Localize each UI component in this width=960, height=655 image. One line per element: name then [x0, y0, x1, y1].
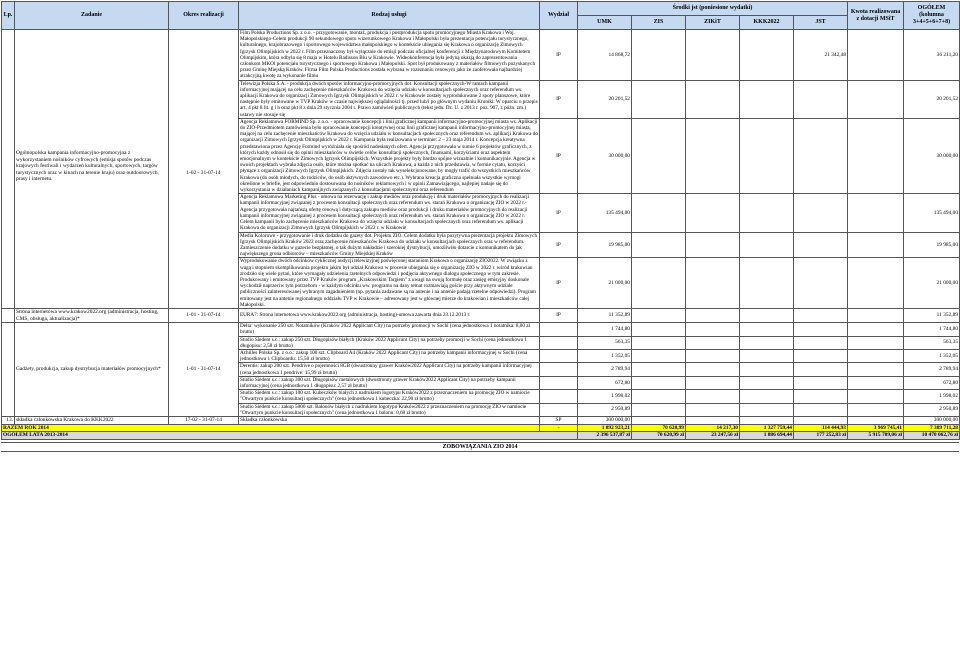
table-row: Agencja Reklamowa FORMIND Sp. z o.o. - opracowanie koncepcji i linii graficznej kampanii informacyjno-promocyjnej miasta ws. Aplikacji do ZIO-Przedmiotem zamówienia było opracowanie koncepcji kreatywnej oraz linii graficznej kampanii informacyjno-promocyjnej miasta, mającej na celu zachęcenie mieszkańców Krakowa do wzięcia udziału w konsultacjach społecznych oraz referendum ws. aplikacji Krakowa do organizacji Zimowych Igrzysk Olimpijskich w 2022 r. Kampania była realizowana w terminie: 2 – 23 maja 2014 r. Koncepcja kreatywna przedstawiona przez Agencję Formind wyróżniała się spośród nadesłanych ofert. Agencja przygotowała w sumie 6 projektów graficznych, z których każdy odnosił się do opinii mieszkańców w świetle celów konsultacji społecznych, finansami, korzyściami oraz aspektem emocjonalnym w kontekście Zimowych Igrzysk Olimpijskich. Wszystkie projekty były bardzo spójne wizualnie i komunikacyjnie. Agencja w swoich projektach wybrała zdjęcia osób, które można spotkać na ulicach Krakowa, a każda z nich przedstawia, w formie cytatu, korzyści płynące z organizacji Zimowych Igrzysk Olimpijskich. Zdjęcia zostały tak wyselekcjonowane, by mogły trafić do wszystkich mieszkańców Krakowa (do osób młodych, do rodziców, do osób aktywnych zawodowo etc.). Wybrana kreacja graficzna spełniała wszystkie wymogi określone w briefie, jest odpowiednio dostosowana do nośników reklamowych i w opinii Zamawiającego, najlepiej nadaje się do wykorzystania w działaniach kampanijnych związanych z konsultacjami społecznymi oraz referendum IP 30 000,00 30 000,00	[240, 118, 959, 194]
col-zadanie: Zadanie	[15, 2, 169, 30]
task-cell: Strona internetowa www.krakow2022.org (administracja, hosting, CMS, obsługa, aktualizacja)*	[15, 308, 169, 322]
service-cell: Film Polska Productions Sp. z o.o. - przygotowanie, montaż, produkcja i postprodukcja spotu promocyjnego Miasta Krakowa i Woj. Małopolskiego-Celem produkcji 90 sekundowego spotu wizerunkowego Krakowa i Małopolski była prezentacja potencjału turystycznego, kulturalnego, krajobrazowego i sportowego województwa małopolskiego w kontekście ubiegania się Krakowa o organizację Zimowych Igrzysk Olimpijskich w 2022 r. Film przeznaczony był wyłącznie do emisji podczas oficjalnej konferencji z Międzynarodowym Komitetem Olimpijskim, która odbyła się 8 maja w Hotelu Radisson Blu w Krakowie. Wideokonferencja była jedyną okazją do zaprezentowania członkom MKOl potencjału turystycznego i sportowego Krakowa i Małopolski. Spot był produkowany z materiałów filmowych pozyskanych przez Gminę Miejską Kraków. Firma Film Polska Productions została wybrana w rozeznaniu cenowym jako że zaoferowała najbardziej atrakcyjną kwotę za wykonanie filmu	[239, 30, 540, 81]
table-row: Media Kolorowe - przygotowanie i druk dodatku do gazety dot. Projektu ZIO. Celem dodatku była pozytywna prezentacja projektu Zimowych Igrzysk Olimpijskich Kraków 2022 oraz zachęcenie mieszkańców Krakowa do udziału w konsultacjach społecznych oraz w referendum. Zamieszczenie dodatku w gazecie bezpłatnej, o tak dużym nakładzie i szerokiej dystrybucji, umożliwiło dotarcie z komunikatem do jak największego grona odbiorców – mieszkańców Gminy Miejskiej Kraków IP 19 985,00 19 985,00	[240, 232, 959, 258]
table-row: Studio Siedem s.c.: zakup 5000 szt. Balonów białych z nadrukiem logotypu Kraków2022 z przeznaczeniem na promocję ZIO w namiocie "Otwartym punkcie konsultacji społecznych" (cena jednostkowa 1 balonu: 0,68 zł brutto) 2 950,89 2 950,89	[240, 403, 959, 416]
col-lp: Lp.	[2, 2, 15, 30]
table-row: Wyprodukowanie dwóch odcinków cyklicznej audycji telewizyjnej poświęconej staraniom Krakowa o organizację ZIO2022. W związku z wagą i stopniem skomplikowania projektu jakim był udział Krakowa w procesie ubiegania się o organizację ZIO w 2022 r. wśród krakowian zrodziło się wiele pytań, które wymagały udzielenia rzetelnych odpowiedzi i podjęcia aktywnego dialogu społecznego w tym zakresie. Produkowany i emitowany przez TVP Kraków program „Krakowskim Targiem" z uwagi na swoją formułę oraz zasięg emisyjny doskonale wychodził naprzeciw tym potrzebom - w każdym odcinku ww. programu na dany temat rozmawiają goście przy aktywnym udziale publiczności zainteresowanej wybranym zagadnieniem (np. pytania zadawane są na antenie i na antenie padają rzetelne odpowiedzi). Program emitowany jest na antenie regionalnego oddziału TVP w Krakowie – adresowany jest w głównej mierze do krakowian i mieszkańców całej Małopolski. IP 21 000,00 21 000,00	[240, 258, 959, 308]
total-row-2014: RAZEM ROK 2014 - 1 892 923,21 70 620,99 14 217,30 1 327 759,44 114 444,93 3 969 745,41 7 389 711,28	[3, 424, 959, 431]
row-number: 13.	[2, 416, 15, 424]
col-rodzaj: Rodzaj usługi	[239, 2, 540, 30]
col-kkk: KKK2022	[740, 16, 794, 30]
service-cell: Agencja Reklamowa Marketing Plus - umowa na rezerwację i zakup mediów oraz produkcję i druk materiałów promocyjnych do realizacji kampanii informacyjnej związanej z procesem konsultacji społecznych oraz referendum ws. starań Krakowa o organizację ZIO w 2022 r.-Agencja przygotowała najtańszą ofertę cenową i dotyczącą zakupu mediów oraz produkcji i druku materiałów promocyjnych do realizacji kampanii informacyjnej związanej z procesem konsultacji społecznych oraz referendum ws. starań Krakowa o organizację ZIO w 2022 r. Celem kampanii było zachęcenie mieszkańców Krakowa do wzięcia udziału w konsultacjach społecznych oraz referendum ws. aplikacji Krakowa do organizacji Zimowych Igrzysk Olimpijskich w 2022 r. w Krakowie	[239, 194, 540, 232]
table-row: Studio Siedem s.c.: zakup 250 szt. Długopisów białych (Kraków 2022 Applicant City) na potrzeby promocji w Sochi (cena jednostkowa 1 długopisu: 2,58 zł brutto) 563,35 563,35	[240, 336, 959, 349]
col-srodki: Środki jst (poniesione wydatki)	[578, 2, 848, 16]
col-zikit: ZIKiT	[686, 16, 740, 30]
table-row: Studio Siedem s.c.: zakup 300 szt. Długopisów metalowych (dwustronny grawer Kraków2022 Applicant City) na potrzeby kampanii informacyjnej (cena jednostkowa 1 długopisu: 2,57 zł brutto) 672,80 672,80	[240, 376, 959, 389]
expenses-table	[1, 1, 960, 440]
period-cell: 1-02 - 31-07-14	[169, 30, 239, 309]
service-cell: Telewizja Polska S.A. - produkcja dwóch spotów informacyjno-promocyjnych dot. Konsultacji społecznych-W ramach kampanii informacyjnej mającej na celu zachęcenie mieszkańców Krakowa do wzięcia udziału w konsultacjach społecznych oraz referendum ws. aplikacji Krakowa do organizacji Zimowych Igrzysk Olimpijskich w 2022 r. w Krakowie zostały wyprodukowane 2 spoty planszowe, które następnie były emitowane w TVP Kraków w czasie największej oglądalności tj. przed lub/i po głównym wydaniu Kroniki. W oparciu o przepis art. 4 pkt 8 lit. g i h oraz pkt 8 z dnia 29 stycznia 2004 r. Prawo zamówień publicznych (tekst jedn. Dz. U. z 2013 r. poz. 907, z późn. zm.) ustawy nie stosuje się	[240, 80, 538, 118]
col-umk: UMK	[578, 16, 632, 30]
task-cell: Gadżety, produkcja, zakup dystrybucja materiałów promocyjnych*	[15, 323, 169, 417]
table-row: Telewizja Polska S.A. - produkcja dwóch spotów informacyjno-promocyjnych dot. Konsultacji społecznych-W ramach kampanii informacyjnej mającej na celu zachęcenie mieszkańców Krakowa do wzięcia udziału w konsultacjach społecznych oraz referendum ws. aplikacji Krakowa do organizacji Zimowych Igrzysk Olimpijskich w 2022 r. w Krakowie zostały wyprodukowane 2 spoty planszowe, które następnie były emitowane w TVP Kraków w czasie największej oglądalności tj. przed lub/i po głównym wydaniu Kroniki. W oparciu o przepis art. 4 pkt 8 lit. g i h oraz pkt 8 z dnia 29 stycznia 2004 r. Prawo zamówień publicznych (tekst jedn. Dz. U. z 2013 r. poz. 907, z późn. zm.) ustawy nie stosuje się IP 20 201,52 20 201,52	[240, 80, 959, 118]
total-row-all-years: OGÓŁEM LATA 2013-2014 2 396 537,87 zł 70 620,99 zł 23 247,56 zł 1 886 694,44 177 252,83 zł 5 915 709,06 zł 10 470 062,76 zł	[3, 432, 959, 439]
total-cell: 36 211,20	[904, 30, 960, 81]
jst-cell: 21 342,48	[794, 30, 848, 81]
table-row: Studio Siedem s.c.: zakup 100 szt. Kubeczków białych z nadrukiem logotypu Kraków2022 z przeznaczeniem na promocję ZIO w namiocie "Otwartym punkcie konsultacji społecznych" (cena jednostkowa 1 kubeczka: 22,90 zł brutto) 1 998,02 1 998,02	[240, 390, 959, 403]
col-jst: JST	[794, 16, 848, 30]
service-cell: Wyprodukowanie dwóch odcinków cyklicznej audycji telewizyjnej poświęconej staraniom Krakowa o organizację ZIO2022. W związku z wagą i stopniem skomplikowania projektu jakim był udział Krakowa w procesie ubiegania się o organizację ZIO w 2022 r. wśród krakowian zrodziło się wiele pytań, które wymagały udzielenia rzetelnych odpowiedzi i podjęcia aktywnego dialogu społecznego w tym zakresie. Produkowany i emitowany przez TVP Kraków program „Krakowskim Targiem" z uwagi na swoją formułę oraz zasięg emisyjny doskonale wychodził naprzeciw tym potrzebom - w każdym odcinku ww. programu na dany temat rozmawiają goście przy aktywnym udziale publiczności zainteresowanej wybranym zagadnieniem (np. pytania zadawane są na antenie i na antenie padają rzetelne odpowiedzi). Program emitowany jest na antenie regionalnego oddziału TVP w Krakowie – adresowany jest w głównej mierze do krakowian i mieszkańców całej Małopolski.	[239, 258, 540, 309]
col-zis: ZIS	[632, 16, 686, 30]
col-wydzial: Wydział	[540, 2, 578, 30]
col-ogolem: OGÓŁEM (kolumna 3+4+5+6+7+8)	[904, 2, 960, 30]
table-row: Gadżety, produkcja, zakup dystrybucja materiałów promocyjnych* 1-01 - 31-07-14 Delta: wykonanie 250 szt. Notatników (Kraków 2022 Applicant City) na potrzeby promocji w Sochi (cena jednostkowa 1 notatnika: 8,00 zł brutto) 1 744,80 1 744,80	[2, 323, 960, 336]
dept-cell: IP	[540, 30, 578, 81]
service-cell: EURA7: Strona internetowa www.krakow2022.org (administracja, hosting)-umowa zawarta dnia 23.12.2013 r.	[239, 308, 540, 322]
service-cell: Media Kolorowe - przygotowanie i druk dodatku do gazety dot. Projektu ZIO. Celem dodatku była pozytywna prezentacja projektu Zimowych Igrzysk Olimpijskich Kraków 2022 oraz zachęcenie mieszkańców Krakowa do udziału w konsultacjach społecznych oraz w referendum. Zamieszczenie dodatku w gazecie bezpłatnej, o tak dużym nakładzie i szerokiej dystrybucji, umożliwiło dotarcie z komunikatem do jak największego grona odbiorców – mieszkańców Gminy Miejskiej Kraków	[239, 232, 540, 258]
table-row: Derentis: zakup 200 szt. Pendrive o pojemności 8GB (dwustronny grawer Kraków2022 Applicant City) na potrzeby kampanii informacyjnej (cena jednostkowa 1 pendrive: 15,99 zł brutto) 2 789,94 2 789,94	[240, 363, 959, 376]
service-cell: Delta: wykonanie 250 szt. Notatników (Kraków 2022 Applicant City) na potrzeby promocji w Sochi (cena jednostkowa 1 notatnika: 8,00 zł brutto)	[239, 323, 540, 336]
table-row: Achilles Polska Sp. z o.o.: zakup 100 szt. Clipboard A4 (Kraków 2022 Applicant City) na potrzeby kampanii informacyjnej w Sochi (cena jednostkowa 1 Clipboardu: 15,50 zł brutto) 1 352,05 1 352,05	[240, 349, 959, 363]
footer-title: ZOBOWIĄZANIA ZIO 2014	[1, 442, 959, 452]
umk-cell: 14 868,72	[578, 30, 632, 81]
service-cell: Agencja Reklamowa FORMIND Sp. z o.o. - opracowanie koncepcji i linii graficznej kampanii informacyjno-promocyjnej miasta ws. Aplikacji do ZIO-Przedmiotem zamówienia było opracowanie koncepcji kreatywnej oraz linii graficznej kampanii informacyjno-promocyjnej miasta, mającej na celu zachęcenie mieszkańców Krakowa do wzięcia udziału w konsultacjach społecznych oraz referendum ws. aplikacji Krakowa do organizacji Zimowych Igrzysk Olimpijskich w 2022 r. Kampania była realizowana w terminie: 2 – 23 maja 2014 r. Koncepcja kreatywna przedstawiona przez Agencję Formind wyróżniała się spośród nadesłanych ofert. Agencja przygotowała w sumie 6 projektów graficznych, z których każdy odnosił się do opinii mieszkańców w świetle celów konsultacji społecznych, finansami, korzyściami oraz aspektem emocjonalnym w kontekście Zimowych Igrzysk Olimpijskich. Wszystkie projekty były bardzo spójne wizualnie i komunikacyjnie. Agencja w swoich projektach wybrała zdjęcia osób, które można spotkać na ulicach Krakowa, a każda z nich przedstawia, w formie cytatu, korzyści płynące z organizacji Zimowych Igrzysk Olimpijskich. Zdjęcia zostały tak wyselekcjonowane, by mogły trafić do wszystkich mieszkańców Krakowa (do osób młodych, do rodziców, do osób aktywnych zawodowo etc.). Wybrana kreacja graficzna spełniała wszystkie wymogi określone w briefie, jest odpowiednio dostosowana do nośników reklamowych i w opinii Zamawiającego, najlepiej nadaje się do wykorzystania w działaniach kampanijnych związanych z konsultacjami społecznymi oraz referendum	[240, 118, 538, 194]
table-row: 13. składka członkowska Krakowa do KKK2022 17-02 - 31-07-14 Składka członkowska SP 300 000,00 300 000,00	[2, 416, 960, 424]
col-kwota: Kwota realizowana z dotacji MSiT	[848, 2, 904, 30]
table-row: Strona internetowa www.krakow2022.org (administracja, hosting, CMS, obsługa, aktualizacja)* 1-01 - 31-07-14 EURA7: Strona internetowa www.krakow2022.org (administracja, hosting)-umowa zawarta dnia 23.12.2013 r. IP 11 352,89 11 352,89	[2, 308, 960, 322]
total-label: OGÓŁEM LATA 2013-2014	[2, 432, 578, 440]
table-row	[2, 30, 960, 81]
total-label: RAZEM ROK 2014	[2, 424, 540, 432]
task-cell: Ogólnopolska kampania informacyjno-promocyjna z wykorzystaniem nośników cyfrowych (emisja spotów podczas krajowych festiwali i wydarzeń kulturalnych, sportowych, targów turystycznych oraz w kinach na terenie kraju) oraz outdoorowych, prasy i internetu.	[15, 30, 169, 309]
table-row: Agencja Reklamowa Marketing Plus - umowa na rezerwację i zakup mediów oraz produkcję i druk materiałów promocyjnych do realizacji kampanii informacyjnej związanej z procesem konsultacji społecznych oraz referendum ws. starań Krakowa o organizację ZIO w 2022 r.-Agencja przygotowała najtańszą ofertę cenową i dotyczącą zakupu mediów oraz produkcji i druku materiałów promocyjnych do realizacji kampanii informacyjnej związanej z procesem konsultacji społecznych oraz referendum ws. starań Krakowa o organizację ZIO w 2022 r. Celem kampanii było zachęcenie mieszkańców Krakowa do wzięcia udziału w konsultacjach społecznych oraz referendum ws. aplikacji Krakowa do organizacji Zimowych Igrzysk Olimpijskich w 2022 r. w Krakowie IP 135 494,00 135 494,00	[240, 194, 959, 232]
col-okres: Okres realizacji	[169, 2, 239, 30]
